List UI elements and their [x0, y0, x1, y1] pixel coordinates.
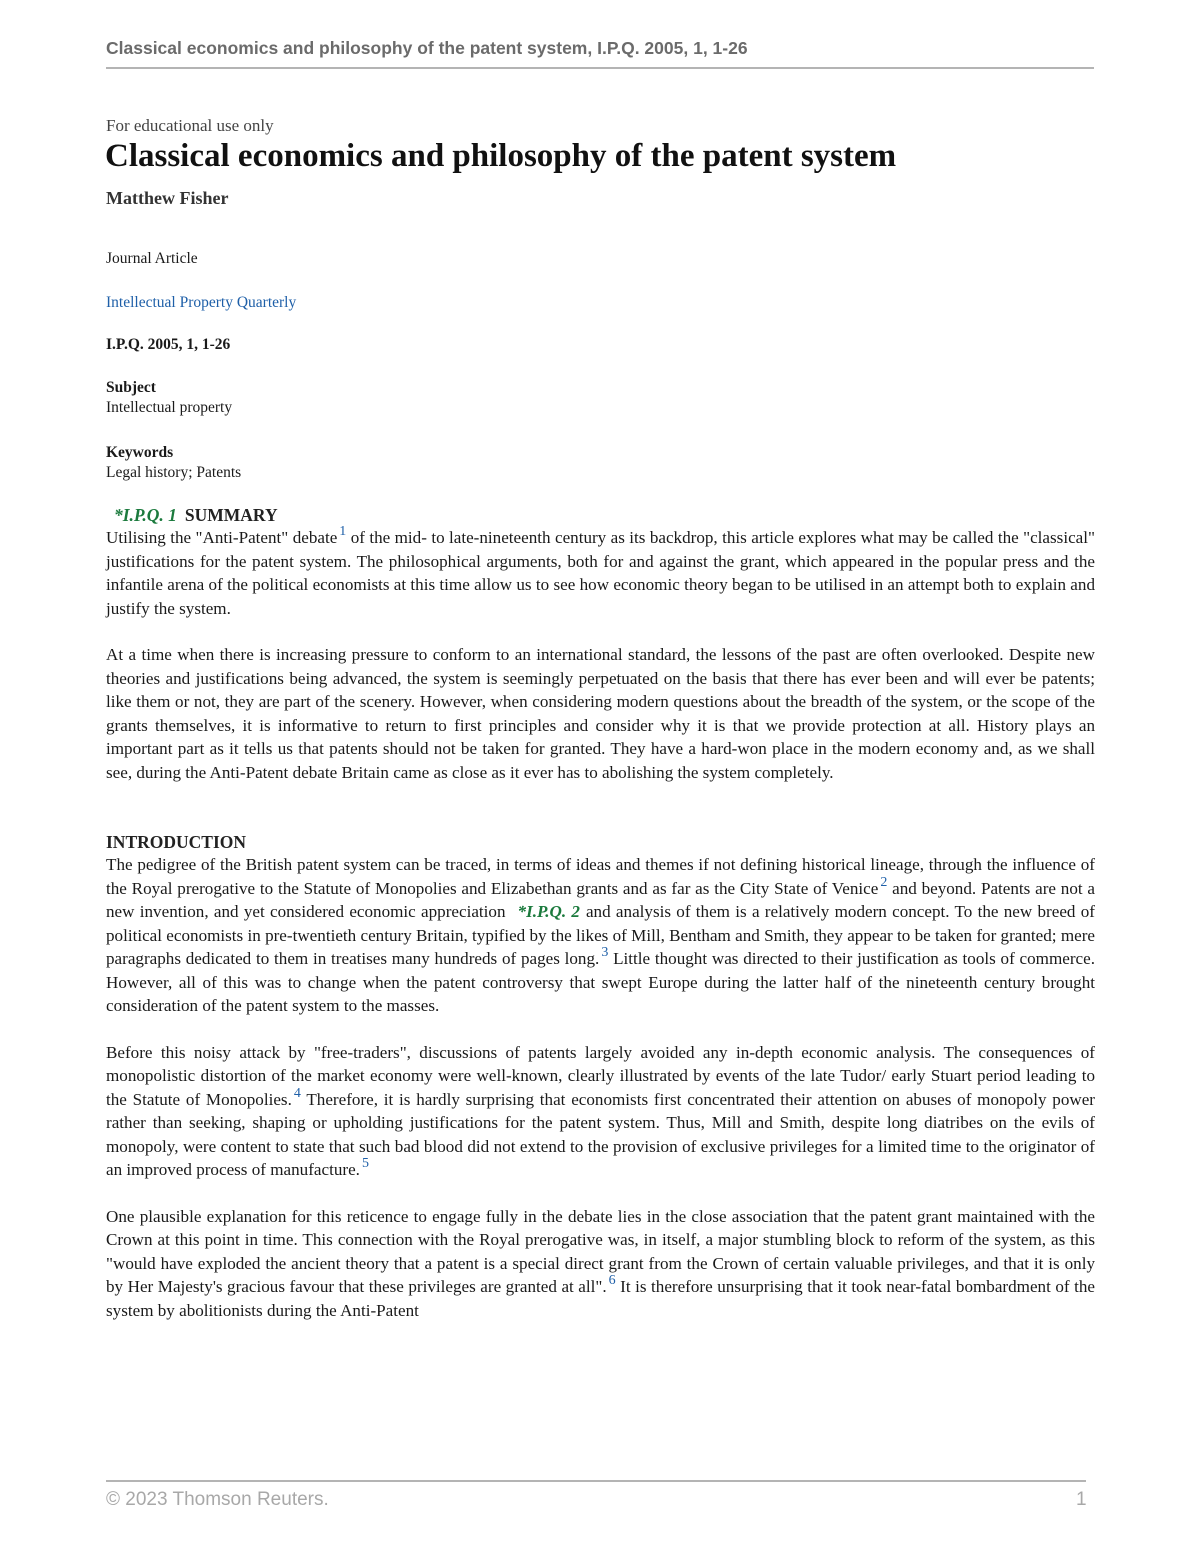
footnote-link[interactable]: 3	[601, 945, 609, 960]
copyright-notice: © 2023 Thomson Reuters.	[106, 1489, 329, 1510]
summary-heading-text: SUMMARY	[184, 505, 278, 525]
document-title: Classical economics and philosophy of the patent system	[105, 138, 897, 174]
footnote-link[interactable]: 5	[361, 1156, 369, 1171]
footer-divider	[106, 1480, 1086, 1482]
subject-value: Intellectual property	[106, 399, 233, 416]
document-body	[106, 116, 1095, 1322]
subject-block	[106, 378, 1095, 418]
citation: I.P.Q. 2005, 1, 1-26	[106, 336, 231, 353]
running-header: Classical economics and philosophy of the patent system, I.P.Q. 2005, 1, 1-26	[106, 38, 748, 58]
summary-paragraph-1: Utilising the "Anti-Patent" debate $^1$ of the mid- to late-nineteenth century as its backdrop, this article explores what may be called the "classical" justifications for the patent system. The philosophical arguments, both for and against the grant, which appeared in the popular press and the infantile arena of the political economists at this time allow us to see how economic theory began to be utilised in an attempt both to explain and justify the system.	[106, 524, 1095, 618]
footnote-link[interactable]: 4	[293, 1085, 301, 1101]
summary-heading	[106, 504, 1095, 526]
keywords-block	[106, 443, 1095, 483]
header-divider	[106, 67, 1094, 69]
subject-label: Subject	[106, 379, 156, 396]
page-number: 1	[1076, 1489, 1087, 1510]
summary-paragraph-2: At a time when there is increasing pressure to conform to an international standard, the lessons of the past are often overlooked. Despite new theories and justifications being advanced, the system is seemingly perpetuated on the basis that there has ever been and will ever be patents; like them or not, they are part of the scenery. However, when considering modern questions about the breadth of the system, or the scope of the grants themselves, it is informative to return to first principles and consider why it is that we provide protection at all. History plays an important part as it tells us that patents should not be taken for granted. They have a hard-won place in the modern economy and, as we shall see, during the Anti-Patent debate Britain came as close as it ever has to abolishing the system completely.	[106, 645, 1095, 782]
star-page-marker: *I.P.Q. 1	[114, 505, 177, 525]
keywords-label: Keywords	[106, 444, 174, 461]
introduction-paragraph-2: Before this noisy attack by "free-traders", discussions of patents largely avoided any in-depth economic analysis. The consequences of monopolistic distortion of the market economy were well-known, clearly illustrated by events of the late Tudor/ early Stuart period leading to the Statute of Monopolies. $^4$ Therefore, it is hardly surprising that economists first concentrated their attention on abuses of monopoly power rather than seeking, shaping or upholding justifications for the patent system. Thus, Mill and Smith, despite long diatribes on the evils of monopoly, were content to state that such bad blood did not extend to the provision of exclusive privileges for a limited time to the originator of an improved process of manufacture. $^5$	[106, 1042, 1095, 1179]
keywords-value: Legal history; Patents	[106, 464, 242, 481]
introduction-paragraph-3: One plausible explanation for this reticence to engage fully in the debate lies in the close association that the patent grant maintained with the Crown at this point in time. This connection with the Royal prerogative was, in itself, a major stumbling block to reform of the system, as this "would have exploded the ancient theory that a patent is a special direct grant from the Crown of certain valuable privileges, and that it is only by Her Majesty's gracious favour that these privileges are granted at all". $^6$ It is therefore unsurprising that it took near-fatal bombardment of the system by abolitionists during the Anti-Patent	[106, 1206, 1095, 1320]
introduction-paragraph-1: The pedigree of the British patent system can be traced, in terms of ideas and themes if not defining historical lineage, through the influence of the Royal prerogative to the Statute of Monopolies and Elizabethan grants and as far as the City State of Venice $^2$ and beyond. Patents are not a new invention, and yet considered economic appreciation *I.P.Q. 2 and analysis of them is a relatively modern concept. To the new breed of political economists in pre-twentieth century Britain, typified by the likes of Mill, Bentham and Smith, they appear to be taken for granted; mere paragraphs dedicated to them in treatises many hundreds of pages long. $^3$ Little thought was directed to their justification as tools of commerce. However, all of this was to change when the patent controversy that swept Europe during the latter half of the nineteenth century brought consideration of the patent system to the masses.	[106, 855, 1095, 1015]
journal-link[interactable]: Intellectual Property Quarterly	[106, 294, 297, 311]
document-type: Journal Article	[106, 250, 198, 267]
introduction-heading: INTRODUCTION	[106, 832, 247, 852]
footnote-link[interactable]: 1	[339, 524, 347, 539]
footnote-link[interactable]: 6	[608, 1273, 616, 1288]
star-page-marker: *I.P.Q. 2	[517, 902, 580, 921]
author-name: Matthew Fisher	[106, 188, 229, 208]
footnote-link[interactable]: 2	[880, 874, 888, 890]
educational-use-note: For educational use only	[106, 116, 274, 135]
